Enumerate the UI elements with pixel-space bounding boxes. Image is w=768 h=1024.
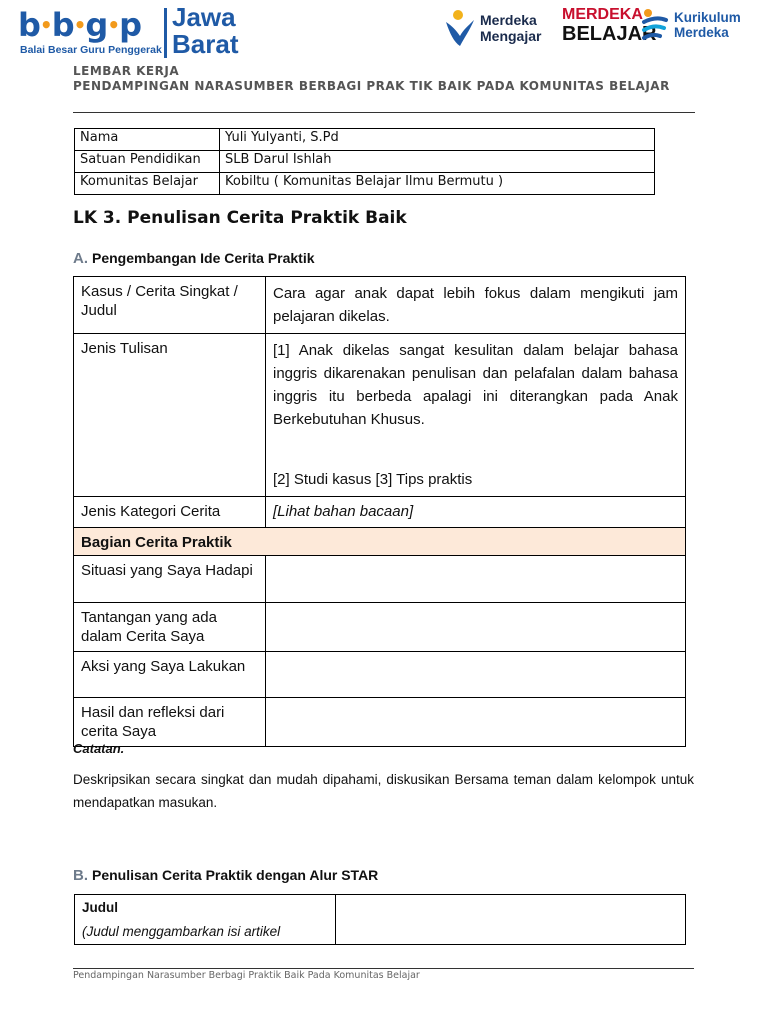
merdeka-belajar-logo [562, 6, 657, 46]
row-key: Aksi yang Saya Lakukan [74, 652, 266, 698]
identity-key: Nama [75, 129, 220, 151]
answer-cell[interactable] [266, 652, 686, 698]
mb-line1: MERDEKA [562, 6, 643, 23]
heading-line2: PENDAMPINGAN NARASUMBER BERBAGI PRAK TIK BAIK PADA KOMUNITAS BELAJAR [73, 79, 670, 93]
region-name: Jawa Barat [172, 2, 239, 59]
answer-cell[interactable] [336, 895, 686, 945]
jenis-text-1: [1] Anak dikelas sangat kesulitan dalam belajar bahasa inggris dikarenakan penulisan dan pelafalan dalam bahasa inggris itu berbeda apalagi ini diterangkan pada Anak Berkebutuhan Khusus. [273, 342, 678, 428]
table-row [74, 334, 686, 497]
table-row [75, 895, 686, 945]
table-row [74, 652, 686, 698]
mm-line1: Merdeka [480, 12, 537, 28]
row-value: Cara agar anak dapat lebih fokus dalam mengikuti jam pelajaran dikelas. [266, 277, 686, 334]
logo-divider [164, 8, 167, 58]
answer-cell[interactable] [266, 603, 686, 652]
band-label: Bagian Cerita Praktik [74, 528, 686, 556]
jenis-text-2: [2] Studi kasus [3] Tips praktis [273, 471, 473, 488]
bbgp-wordmark [18, 6, 141, 44]
page-footer: Pendampingan Narasumber Berbagi Praktik Baik Pada Komunitas Belajar [73, 970, 420, 981]
kurikulum-merdeka-icon [640, 8, 670, 44]
row-value [266, 334, 686, 497]
identity-value: SLB Darul Ishlah [220, 151, 655, 173]
km-line2: Merdeka [674, 25, 729, 40]
identity-value: Yuli Yulyanti, S.Pd [220, 129, 655, 151]
mm-line2: Mengajar [480, 28, 542, 44]
table-row [74, 603, 686, 652]
section-band [74, 528, 686, 556]
section-b-heading [73, 867, 378, 884]
table-row [74, 497, 686, 528]
row-key: Jenis Tulisan [74, 334, 266, 497]
section-title: Pengembangan Ide Cerita Praktik [92, 250, 315, 266]
note-label: Catatan. [73, 741, 125, 756]
identity-value: Kobiltu ( Komunitas Belajar Ilmu Bermutu ) [220, 173, 655, 195]
section-letter: A. [73, 250, 88, 267]
table-row [74, 556, 686, 603]
section-a-heading [73, 250, 315, 267]
bbgp-logo [18, 2, 239, 60]
kurikulum-merdeka-logo [640, 8, 760, 44]
table-row [75, 173, 655, 195]
judul-cell [75, 895, 336, 945]
table-row [75, 129, 655, 151]
section-title: Penulisan Cerita Praktik dengan Alur STAR [92, 867, 379, 883]
row-key: Situasi yang Saya Hadapi [74, 556, 266, 603]
table-row [74, 698, 686, 747]
merdeka-mengajar-logo [444, 8, 556, 48]
table-row [75, 151, 655, 173]
judul-hint: (Judul menggambarkan isi artikel [82, 924, 281, 939]
bbgp-dot-icon: • [39, 13, 52, 37]
identity-table [74, 128, 655, 195]
heading-divider [73, 112, 695, 113]
story-idea-table [73, 276, 686, 747]
star-table [74, 894, 686, 945]
judul-label: Judul [82, 900, 118, 915]
mb-line2: BELAJAR [562, 23, 657, 45]
answer-cell[interactable] [266, 556, 686, 603]
page-title: LK 3. Penulisan Cerita Praktik Baik [73, 208, 407, 228]
row-value: [Lihat bahan bacaan] [266, 497, 686, 528]
row-key: Tantangan yang ada dalam Cerita Saya [74, 603, 266, 652]
note-description: Deskripsikan secara singkat dan mudah dipahami, diskusikan Bersama teman dalam kelompok untuk mendapatkan masukan. [73, 772, 694, 810]
identity-key: Satuan Pendidikan [75, 151, 220, 173]
km-line1: Kurikulum [674, 10, 741, 25]
section-letter: B. [73, 867, 88, 884]
bbgp-dot-icon: • [73, 13, 86, 37]
answer-cell[interactable] [266, 698, 686, 747]
row-key: Hasil dan refleksi dari cerita Saya [74, 698, 266, 747]
footer-divider [73, 968, 694, 969]
merdeka-mengajar-icon [444, 8, 476, 48]
bbgp-brand-text: b•b•g•p [18, 6, 142, 44]
document-heading [73, 64, 695, 94]
bbgp-dot-icon: • [107, 13, 120, 37]
heading-line1: LEMBAR KERJA [73, 64, 180, 78]
identity-key: Komunitas Belajar [75, 173, 220, 195]
row-key: Jenis Kategori Cerita [74, 497, 266, 528]
bbgp-subtitle: Balai Besar Guru Penggerak [20, 44, 162, 56]
table-row [74, 277, 686, 334]
row-key: Kasus / Cerita Singkat / Judul [74, 277, 266, 334]
